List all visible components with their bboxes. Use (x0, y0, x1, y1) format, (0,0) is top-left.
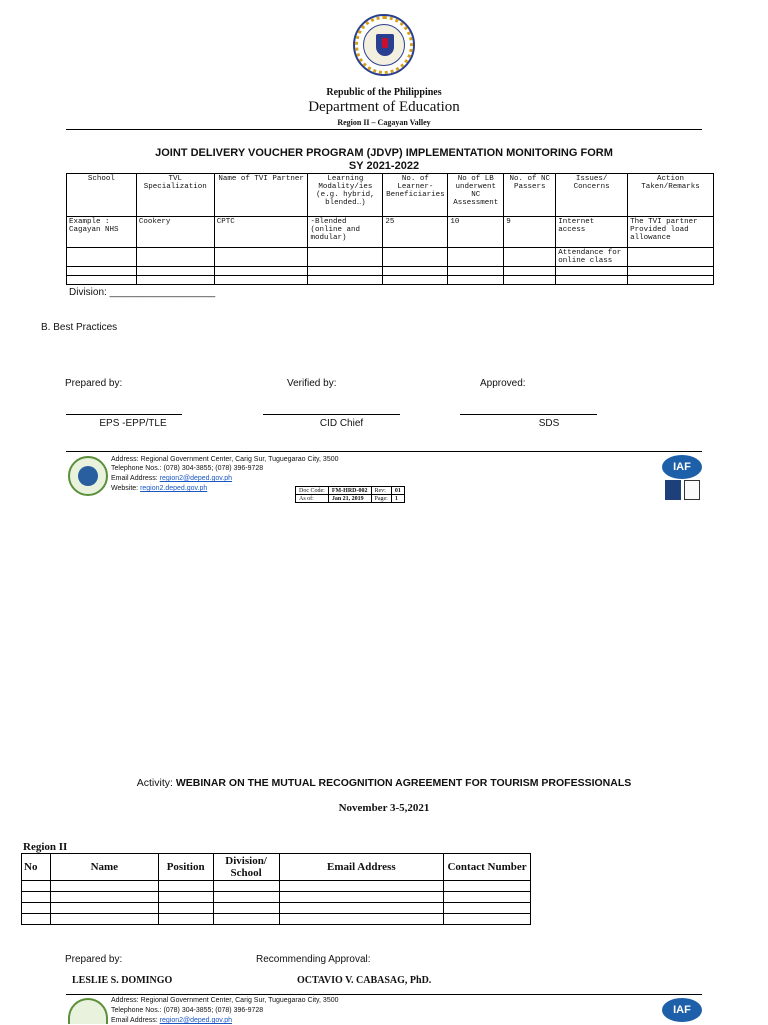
republic-text: Republic of the Philippines (326, 87, 442, 98)
footer-email-2: Email Address: region2@deped.gov.ph (111, 1017, 233, 1024)
col-header: School (67, 174, 137, 217)
region-emblem-icon-2 (68, 998, 108, 1024)
table-row (22, 892, 531, 903)
col-header: Name (50, 854, 158, 881)
attendance-table (21, 853, 531, 925)
monitoring-table (66, 173, 714, 285)
col-header: Name of TVI Partner (214, 174, 308, 217)
doc-code: FM-HRD-002 (328, 487, 371, 495)
email-link[interactable]: region2@deped.gov.ph (159, 475, 233, 482)
table-cell: 9 (504, 217, 556, 248)
col-header: Email Address (279, 854, 444, 881)
table-cell: Internet access (556, 217, 628, 248)
table-row (67, 267, 714, 276)
division-field: Division: ___________________ (69, 287, 216, 298)
table-row (22, 881, 531, 892)
signatory-name-2: OCTAVIO V. CABASAG, PhD. (297, 975, 432, 986)
region-emblem-icon (68, 456, 108, 496)
footer-divider (66, 451, 702, 452)
table-cell: The TVI partner Provided load allowance (628, 217, 714, 248)
region-label: Region II (23, 841, 68, 853)
footer-divider-2 (66, 994, 702, 995)
footer-telephone: Telephone Nos.: (078) 304-3855; (078) 396-9728 (111, 465, 264, 472)
signatory-sds: SDS (538, 418, 560, 429)
col-header: Action Taken/Remarks (628, 174, 714, 217)
signatory-name-1: LESLIE S. DOMINGO (72, 975, 173, 986)
doc-code-table: Doc Code: FM-HRD-002 Rev: 01 As of: Jan 21, 2019 Page: 1 (295, 486, 405, 503)
table-row (67, 248, 714, 267)
table-cell: Example : Cagayan NHS (67, 217, 137, 248)
table-cell: Attendance for online class (556, 248, 628, 267)
website-link[interactable]: region2.deped.gov.ph (140, 485, 208, 492)
recommending-label: Recommending Approval: (256, 954, 371, 965)
best-practices-heading: B. Best Practices (41, 322, 118, 333)
table-cell: Cookery (136, 217, 214, 248)
col-header: No (22, 854, 51, 881)
table-row (22, 903, 531, 914)
prepared-by-label-2: Prepared by: (65, 954, 123, 965)
col-header: Issues/ Concerns (556, 174, 628, 217)
iaf-logo-icon: IAF (662, 455, 702, 479)
activity-title: WEBINAR ON THE MUTUAL RECOGNITION AGREEMENT FOR TOURISM PROFESSIONALS (175, 777, 632, 789)
form-title: JOINT DELIVERY VOUCHER PROGRAM (JDVP) IMPLEMENTATION MONITORING FORM (155, 147, 613, 159)
iaf-logo-icon-2: IAF (662, 998, 702, 1022)
col-header: Learning Modality/ies (e.g. hybrid, blended…) (308, 174, 383, 217)
certification-badge-icon (665, 480, 681, 500)
table-row (67, 217, 714, 248)
footer-email: Email Address: region2@deped.gov.ph (111, 475, 233, 482)
table-row (67, 276, 714, 285)
prepared-by-label: Prepared by: (65, 378, 123, 389)
col-header: Position (158, 854, 213, 881)
col-header: No of LB underwent NC Assessment (448, 174, 504, 217)
col-header: No. of NC Passers (504, 174, 556, 217)
footer-website: Website: region2.deped.gov.ph (111, 485, 208, 492)
as-of-date: Jan 21, 2019 (328, 495, 371, 503)
table-row (22, 914, 531, 925)
deped-seal (353, 14, 415, 76)
page-number: 1 (391, 495, 404, 503)
table-header-row (22, 854, 531, 881)
form-year: SY 2021-2022 (348, 160, 420, 172)
table-header-row (67, 174, 714, 217)
header-divider (66, 129, 702, 130)
certification-mark-icon (684, 480, 700, 500)
signature-line (263, 414, 400, 415)
col-header: Contact Number (444, 854, 531, 881)
table-cell: -Blended (online and modular) (308, 217, 383, 248)
signatory-cid-chief: CID Chief (319, 418, 364, 429)
email-link-2[interactable]: region2@deped.gov.ph (159, 1017, 233, 1024)
col-header: TVL Specialization (136, 174, 214, 217)
activity-line: Activity: WEBINAR ON THE MUTUAL RECOGNITION AGREEMENT FOR TOURISM PROFESSIONALS (136, 777, 632, 789)
approved-label: Approved: (480, 378, 526, 389)
rev-number: 01 (391, 487, 404, 495)
col-header: No. of Learner-Beneficiaries (383, 174, 448, 217)
signature-line (460, 414, 597, 415)
region-text: Region II – Cagayan Valley (337, 118, 431, 127)
department-title: Department of Education (308, 99, 460, 115)
footer-telephone-2: Telephone Nos.: (078) 304-3855; (078) 396-9728 (111, 1007, 264, 1014)
verified-by-label: Verified by: (287, 378, 337, 389)
signature-line (66, 414, 182, 415)
activity-date: November 3-5,2021 (338, 802, 430, 814)
table-cell: CPTC (214, 217, 308, 248)
table-cell: 10 (448, 217, 504, 248)
col-header: Division/ School (213, 854, 279, 881)
footer-address: Address: Regional Government Center, Carig Sur, Tuguegarao City, 3500 (111, 456, 339, 463)
signatory-eps: EPS -EPP/TLE (99, 418, 167, 429)
table-cell: 25 (383, 217, 448, 248)
footer-address-2: Address: Regional Government Center, Carig Sur, Tuguegarao City, 3500 (111, 997, 339, 1004)
